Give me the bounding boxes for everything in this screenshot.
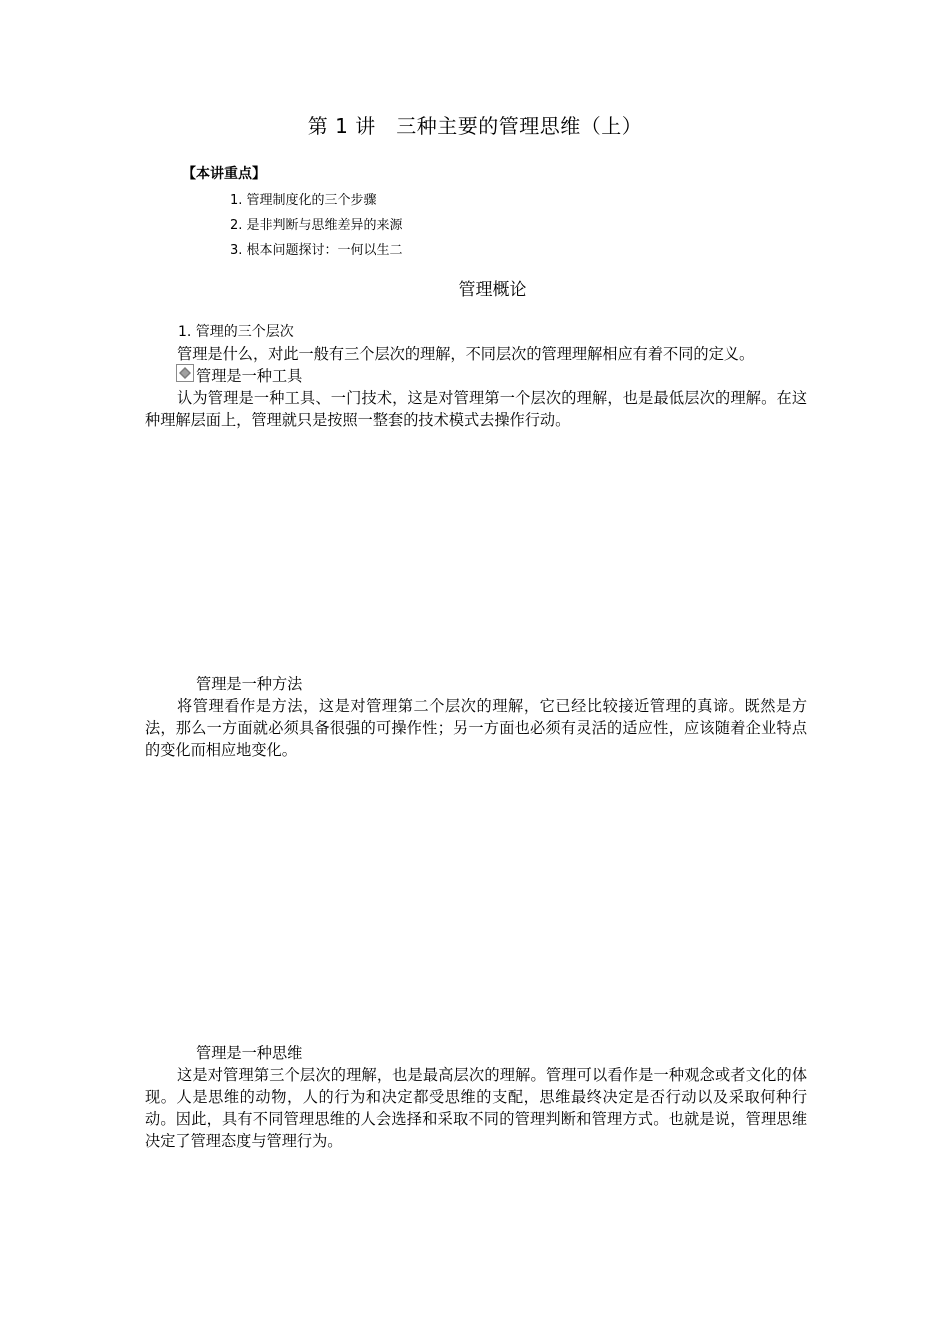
level-body-method: 将管理看作是方法，这是对管理第二个层次的理解，它已经比较接近管理的真谛。既然是方法，那么一方面就必须具备很强的可操作性；另一方面也必须有灵活的适应性，应该随着企业特点的变化而相应地变化。 (145, 697, 807, 759)
key-point-item: 1. 管理制度化的三个步骤 (230, 193, 377, 208)
key-point-item: 3. 根本问题探讨：一何以生二 (230, 243, 403, 258)
level-title-method: 管理是一种方法 (196, 675, 303, 693)
level-title-tool: 管理是一种工具 (196, 367, 303, 385)
section-heading: 管理概论 (458, 280, 527, 300)
object-anchor-icon[interactable] (176, 364, 194, 382)
level-title-thinking: 管理是一种思维 (196, 1044, 303, 1062)
key-points-heading: 【本讲重点】 (182, 166, 266, 182)
document-title: 第 1 讲 三种主要的管理思维（上） (307, 114, 643, 138)
key-point-item: 2. 是非判断与思维差异的来源 (230, 218, 403, 233)
level-body-thinking: 这是对管理第三个层次的理解，也是最高层次的理解。管理可以看作是一种观念或者文化的体现。人是思维的动物，人的行为和决定都受思维的支配，思维最终决定是否行动以及采取何种行动。因此，具有不同管理思维的人会选择和采取不同的管理判断和管理方式。也就是说，管理思维决定了管理态度与管理行为。 (145, 1066, 807, 1150)
anchor-diamond-icon (177, 365, 193, 381)
key-points-list (230, 188, 403, 263)
subsection-heading: 1. 管理的三个层次 (178, 324, 294, 340)
intro-paragraph: 管理是什么，对此一般有三个层次的理解，不同层次的管理理解相应有着不同的定义。 (177, 345, 755, 363)
level-body-tool: 认为管理是一种工具、一门技术，这是对管理第一个层次的理解，也是最低层次的理解。在这种理解层面上，管理就只是按照一整套的技术模式去操作行动。 (145, 389, 807, 429)
